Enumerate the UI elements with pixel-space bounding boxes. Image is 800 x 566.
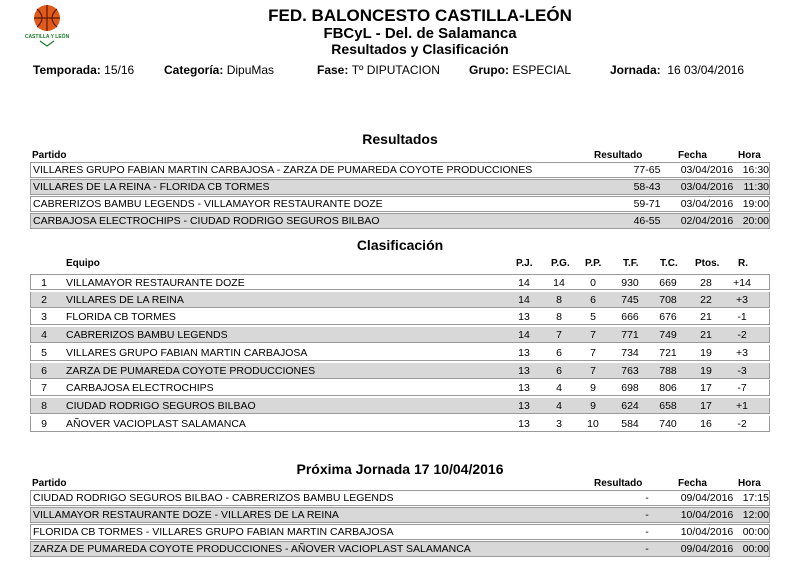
partido-cell: VILLAMAYOR RESTAURANTE DOZE - VILLARES DE LA REINA: [33, 509, 339, 521]
pg-cell: 4: [556, 382, 562, 395]
ptos-cell: 19: [700, 364, 712, 377]
pp-cell: 7: [590, 364, 596, 377]
hora-cell: 11:30: [743, 181, 769, 193]
pg-cell: 6: [556, 346, 562, 359]
pp-cell: 0: [590, 277, 596, 289]
tc-cell: 721: [659, 346, 677, 359]
resultado-cell: -: [645, 509, 649, 521]
tc-cell: 658: [659, 399, 677, 412]
pj-cell: 14: [518, 329, 530, 342]
partido-cell: VILLARES DE LA REINA - FLORIDA CB TORMES: [33, 181, 270, 193]
hora-cell: 19:00: [742, 198, 769, 210]
pos-cell: 1: [41, 277, 47, 289]
equipo-cell: VILLAMAYOR RESTAURANTE DOZE: [66, 277, 245, 289]
pp-cell: 9: [590, 382, 596, 395]
hora-cell: 00:00: [742, 543, 769, 555]
ptos-cell: 22: [700, 293, 712, 306]
clasificacion-header-ptos: Ptos.: [695, 258, 720, 269]
resultado-cell: 46-55: [633, 215, 661, 227]
proxima-row: [30, 490, 770, 506]
resultados-header-hora: Hora: [738, 150, 761, 161]
pj-cell: 13: [518, 346, 530, 359]
clasificacion-row: [30, 327, 770, 343]
resultados-header-fecha: Fecha: [678, 150, 707, 161]
fase-field: Fase: Tº DIPUTACION: [317, 63, 440, 77]
ptos-cell: 21: [700, 311, 712, 324]
proxima-title: Próxima Jornada 17 10/04/2016: [296, 461, 504, 477]
r-cell: -7: [737, 382, 747, 395]
equipo-cell: CARBAJOSA ELECTROCHIPS: [66, 382, 214, 395]
clasificacion-title: Clasificación: [356, 237, 444, 253]
proxima-header-hora: Hora: [738, 478, 761, 489]
hora-cell: 16:30: [742, 164, 769, 176]
equipo-cell: VILLARES GRUPO FABIAN MARTIN CARBAJOSA: [66, 346, 308, 359]
partido-cell: CABRERIZOS BAMBU LEGENDS - VILLAMAYOR RESTAURANTE DOZE: [33, 198, 383, 210]
pg-cell: 6: [556, 364, 562, 377]
tf-cell: 763: [621, 364, 639, 377]
pp-cell: 6: [590, 293, 596, 306]
clasificacion-header-tc: T.C.: [660, 258, 678, 269]
pos-cell: 4: [41, 329, 47, 342]
ptos-cell: 16: [700, 417, 712, 430]
equipo-cell: FLORIDA CB TORMES: [66, 311, 176, 324]
proxima-header-fecha: Fecha: [678, 478, 707, 489]
ptos-cell: 21: [700, 329, 712, 342]
hora-cell: 00:00: [742, 526, 769, 538]
pj-cell: 13: [518, 364, 530, 377]
equipo-cell: VILLARES DE LA REINA: [66, 293, 184, 306]
resultados-row: [30, 179, 770, 195]
pp-cell: 9: [590, 399, 596, 412]
tf-cell: 771: [621, 329, 639, 342]
pos-cell: 8: [41, 399, 47, 412]
resultado-cell: -: [645, 492, 649, 504]
pos-cell: 2: [41, 293, 47, 306]
pos-cell: 7: [41, 382, 47, 395]
resultados-row: [30, 162, 770, 178]
tf-cell: 734: [621, 346, 639, 359]
clasificacion-header-pp: P.P.: [585, 258, 602, 269]
page-title: FED. BALONCESTO CASTILLA-LEÓN: [268, 6, 572, 25]
tf-cell: 584: [621, 417, 639, 430]
pos-cell: 3: [41, 311, 47, 324]
resultados-header-partido: Partido: [32, 150, 67, 161]
partido-cell: VILLARES GRUPO FABIAN MARTIN CARBAJOSA - ZARZA DE PUMAREDA COYOTE PRODUCCIONES: [33, 164, 533, 176]
hora-cell: 17:15: [742, 492, 769, 504]
equipo-cell: ZARZA DE PUMAREDA COYOTE PRODUCCIONES: [66, 364, 316, 377]
pp-cell: 7: [590, 346, 596, 359]
svg-text:CASTILLA Y LEÓN: CASTILLA Y LEÓN: [24, 34, 70, 40]
partido-cell: ZARZA DE PUMAREDA COYOTE PRODUCCIONES - AÑOVER VACIOPLAST SALAMANCA: [33, 543, 471, 555]
fecha-cell: 03/04/2016: [680, 181, 734, 193]
fecha-cell: 10/04/2016: [680, 526, 734, 538]
tf-cell: 745: [621, 293, 639, 306]
tc-cell: 749: [659, 329, 677, 342]
pj-cell: 13: [518, 417, 530, 430]
section-title: Resultados y Clasificación: [331, 41, 509, 57]
proxima-header-partido: Partido: [32, 478, 67, 489]
equipo-cell: CABRERIZOS BAMBU LEGENDS: [66, 329, 228, 342]
ptos-cell: 17: [700, 399, 712, 412]
pg-cell: 8: [556, 311, 562, 324]
proxima-header-resultado: Resultado: [594, 478, 643, 489]
temporada-field: Temporada: 15/16: [33, 63, 135, 77]
resultado-cell: 77-65: [633, 164, 661, 176]
clasificacion-row: [30, 309, 770, 325]
tf-cell: 930: [621, 277, 639, 289]
fecha-cell: 03/04/2016: [680, 164, 734, 176]
partido-cell: CARBAJOSA ELECTROCHIPS - CIUDAD RODRIGO SEGUROS BILBAO: [33, 215, 380, 227]
pg-cell: 8: [556, 293, 562, 306]
proxima-row: [30, 541, 770, 557]
proxima-row: [30, 507, 770, 523]
tc-cell: 676: [659, 311, 677, 324]
page-subtitle: FBCyL - Del. de Salamanca: [323, 25, 517, 42]
resultados-header-resultado: Resultado: [594, 150, 643, 161]
resultados-title: Resultados: [362, 131, 438, 147]
tc-cell: 708: [659, 293, 677, 306]
pg-cell: 14: [553, 277, 565, 289]
pg-cell: 3: [556, 417, 562, 430]
pos-cell: 9: [41, 417, 47, 430]
resultado-cell: -: [645, 526, 649, 538]
pp-cell: 5: [590, 311, 596, 324]
clasificacion-header-pg: P.G.: [551, 258, 570, 269]
r-cell: +3: [736, 346, 748, 359]
partido-cell: FLORIDA CB TORMES - VILLARES GRUPO FABIAN MARTIN CARBAJOSA: [33, 526, 394, 538]
tc-cell: 740: [659, 417, 677, 430]
pj-cell: 14: [518, 277, 530, 289]
resultado-cell: 58-43: [633, 181, 661, 193]
fecha-cell: 09/04/2016: [680, 543, 734, 555]
pj-cell: 14: [518, 293, 530, 306]
ptos-cell: 17: [700, 382, 712, 395]
resultado-cell: 59-71: [633, 198, 661, 210]
clasificacion-row: [30, 398, 770, 414]
pg-cell: 7: [556, 329, 562, 342]
r-cell: -2: [737, 329, 747, 342]
categoria-field: Categoría: DipuMas: [164, 63, 275, 77]
clasificacion-row: [30, 292, 770, 308]
equipo-cell: AÑOVER VACIOPLAST SALAMANCA: [66, 417, 246, 430]
clasificacion-row: [30, 380, 770, 396]
fecha-cell: 10/04/2016: [680, 509, 734, 521]
ptos-cell: 19: [700, 346, 712, 359]
r-cell: -1: [737, 311, 747, 324]
pp-cell: 10: [587, 417, 599, 430]
pos-cell: 6: [41, 364, 47, 377]
resultados-row: [30, 213, 770, 229]
grupo-field: Grupo: ESPECIAL: [469, 63, 572, 77]
r-cell: -2: [737, 417, 747, 430]
tf-cell: 666: [621, 311, 639, 324]
pg-cell: 4: [556, 399, 562, 412]
clasificacion-header-pj: P.J.: [516, 258, 533, 269]
tf-cell: 698: [621, 382, 639, 395]
pj-cell: 13: [518, 382, 530, 395]
equipo-cell: CIUDAD RODRIGO SEGUROS BILBAO: [66, 399, 256, 412]
r-cell: +1: [736, 399, 748, 412]
pos-cell: 5: [41, 346, 47, 359]
r-cell: -3: [737, 364, 747, 377]
clasificacion-row: [30, 274, 770, 290]
resultado-cell: -: [645, 543, 649, 555]
tf-cell: 624: [621, 399, 639, 412]
clasificacion-header-equipo: Equipo: [66, 258, 100, 269]
tc-cell: 806: [659, 382, 677, 395]
proxima-row: [30, 524, 770, 540]
pj-cell: 13: [518, 311, 530, 324]
ptos-cell: 28: [700, 277, 712, 289]
fecha-cell: 02/04/2016: [680, 215, 734, 227]
resultados-row: [30, 196, 770, 212]
pj-cell: 13: [518, 399, 530, 412]
clasificacion-row: [30, 363, 770, 379]
clasificacion-header-tf: T.F.: [623, 258, 639, 269]
clasificacion-row: [30, 416, 770, 432]
partido-cell: CIUDAD RODRIGO SEGUROS BILBAO - CABRERIZOS BAMBU LEGENDS: [33, 492, 394, 504]
fecha-cell: 03/04/2016: [680, 198, 734, 210]
tc-cell: 788: [659, 364, 677, 377]
r-cell: +3: [736, 293, 748, 306]
r-cell: +14: [733, 277, 751, 289]
fecha-cell: 09/04/2016: [680, 492, 734, 504]
jornada-field: Jornada: 16 03/04/2016: [610, 63, 745, 77]
clasificacion-header-r: R.: [738, 258, 748, 269]
hora-cell: 20:00: [742, 215, 769, 227]
hora-cell: 12:00: [742, 509, 769, 521]
pp-cell: 7: [590, 329, 596, 342]
clasificacion-row: [30, 345, 770, 361]
tc-cell: 669: [659, 277, 677, 289]
